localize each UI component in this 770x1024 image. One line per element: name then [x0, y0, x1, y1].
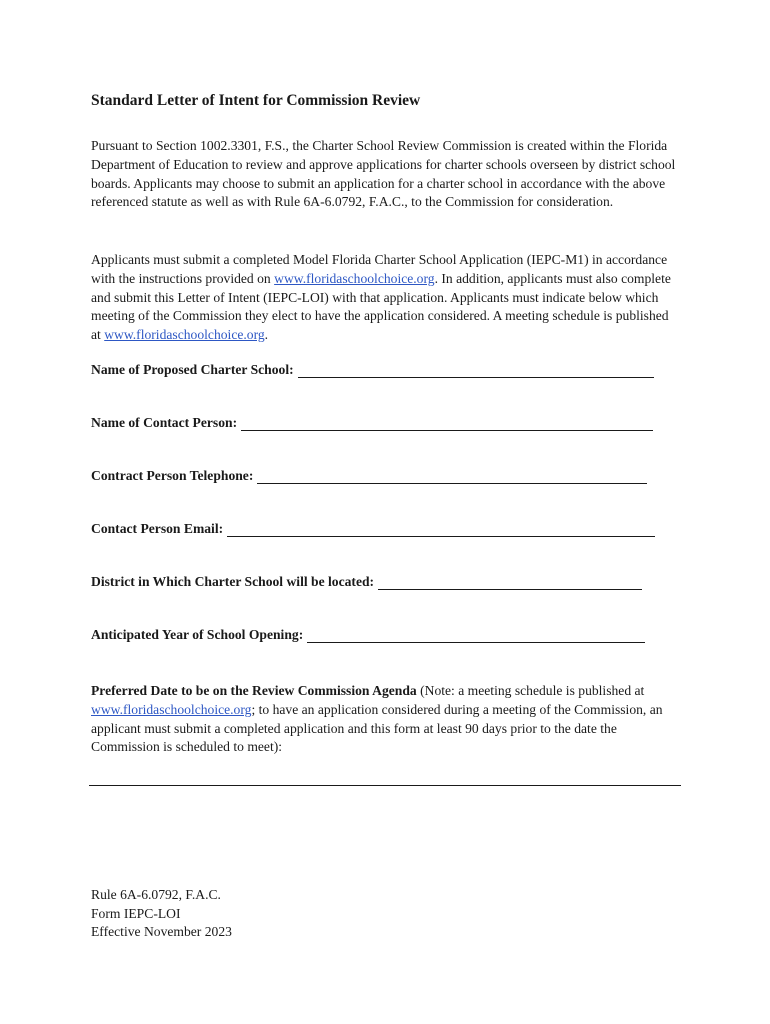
preferred-date-paragraph [91, 682, 681, 757]
contact-person-field [91, 415, 653, 431]
preferred-note-2: ; to have an application considered during a meeting of the Commission, an applicant must submit a completed application and this form at least 90 days prior to the date the Commission is scheduled to meet): [91, 701, 663, 755]
contact-phone-input-line[interactable] [257, 469, 647, 484]
year-opening-input-line[interactable] [307, 628, 645, 643]
footer-rule: Rule 6A-6.0792, F.A.C. [91, 887, 221, 902]
contact-person-label: Name of Contact Person: [91, 415, 238, 430]
district-input-line[interactable] [378, 575, 642, 590]
instructions-paragraph [91, 251, 681, 345]
preferred-note-1: (Note: a meeting schedule is published at [416, 683, 645, 698]
district-field [91, 574, 642, 590]
school-name-input-line[interactable] [298, 363, 654, 378]
contact-person-input-line[interactable] [241, 416, 653, 431]
form-footer [91, 886, 232, 942]
school-name-field [91, 362, 654, 378]
instructions-text-3: . [264, 327, 269, 343]
contact-phone-field [91, 468, 647, 484]
floridaschoolchoice-link-2[interactable]: www.floridaschoolchoice.org [104, 327, 265, 343]
contact-email-field [91, 521, 655, 537]
floridaschoolchoice-link-3[interactable]: www.floridaschoolchoice.org [91, 701, 252, 717]
district-label: District in Which Charter School will be located: [91, 574, 375, 589]
intro-paragraph: Pursuant to Section 1002.3301, F.S., the Charter School Review Commission is created within the Florida Department of Education to review and approve applications for charter schools overseen by district school boards. Applicants may choose to submit an application for a charter school in accordance with the above referenced statute as well as with Rule 6A-6.0792, F.A.C., to the Commission for consideration. [91, 138, 676, 210]
year-opening-label: Anticipated Year of School Opening: [91, 627, 304, 642]
footer-form: Form IEPC-LOI [91, 905, 181, 921]
year-opening-field [91, 627, 645, 643]
instructions-text-1: Applicants must submit a completed Model Florida Charter School Application (IEPC-M1) in accordance with the instructions provided on [91, 252, 668, 286]
page-title: Standard Letter of Intent for Commission Review [91, 92, 421, 109]
contact-phone-label: Contract Person Telephone: [91, 468, 254, 483]
instructions-text-2: . In addition, applicants must also complete and submit this Letter of Intent (IEPC-LOI) with that application. Applicants must indicate below which meeting of the Commission they elect to have the application considered. A meeting schedule is published at [91, 270, 671, 343]
floridaschoolchoice-link-1[interactable]: www.floridaschoolchoice.org [274, 270, 435, 286]
footer-effective: Effective November 2023 [91, 924, 232, 940]
contact-email-input-line[interactable] [227, 522, 655, 537]
school-name-label: Name of Proposed Charter School: [91, 362, 294, 377]
contact-email-label: Contact Person Email: [91, 521, 224, 536]
preferred-date-label: Preferred Date to be on the Review Commission Agenda [91, 683, 417, 698]
preferred-date-input-line[interactable] [89, 785, 681, 786]
